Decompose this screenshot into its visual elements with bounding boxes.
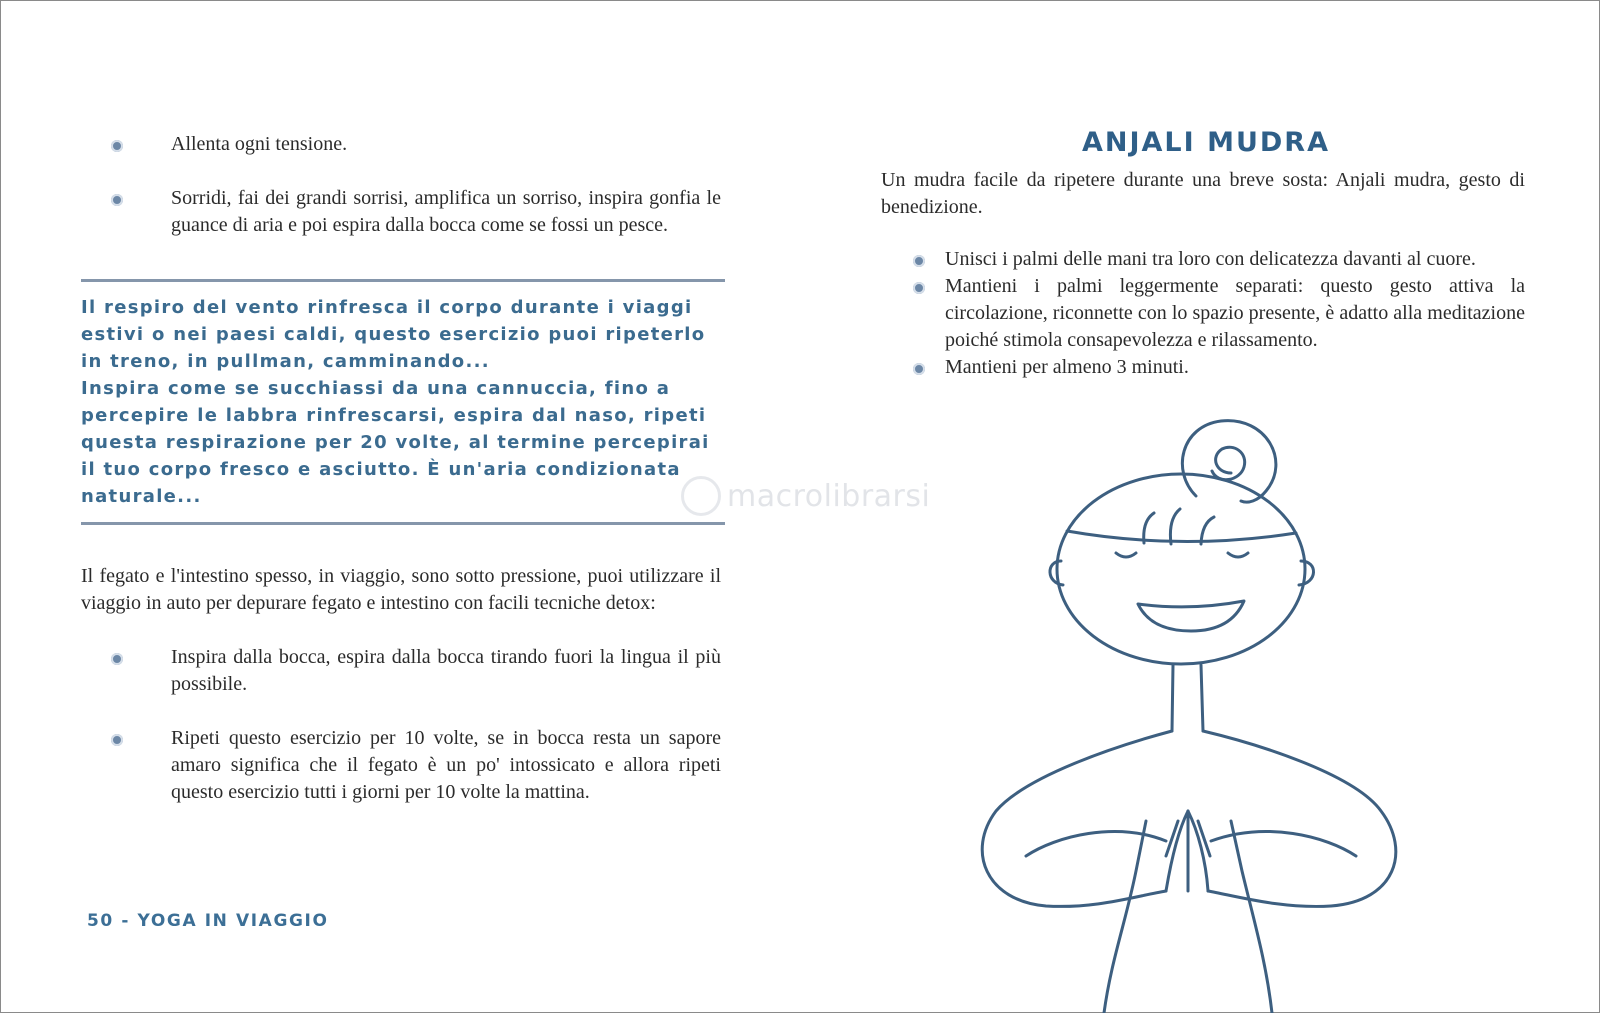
list-item-text: Mantieni per almeno 3 minuti. [945, 356, 1189, 378]
bullet-icon [913, 363, 925, 375]
list-item-text: Allenta ogni tensione. [171, 133, 348, 155]
section-title: ANJALI MUDRA [1082, 127, 1330, 158]
bullet-icon [111, 194, 123, 206]
list-item-text: Inspira dalla bocca, espira dalla bocca tirando fuori la lingua il più possibile. [171, 646, 721, 695]
watermark [681, 476, 930, 516]
list-item-text: Ripeti questo esercizio per 10 volte, se in bocca resta un sapore amaro significa che il fegato è un po' intossicato e allora ripeti questo esercizio tutti i giorni per 10 volte la mattina. [171, 727, 721, 803]
bullet-icon [111, 653, 123, 665]
list-item [111, 185, 721, 239]
intro-paragraph: Un mudra facile da ripetere durante una breve sosta: Anjali mudra, gesto di benedizione. [881, 169, 1525, 218]
page-footer: 50 - YOGA IN VIAGGIO [87, 911, 329, 931]
highlight-box [81, 279, 725, 525]
bullet-list-right [913, 246, 1525, 381]
highlight-text-1: Il respiro del vento rinfresca il corpo durante i viaggi estivi o nei paesi caldi, questo esercizio puoi ripeterlo in treno, in pullman, camminando... [81, 297, 706, 372]
list-item-text: Sorridi, fai dei grandi sorrisi, amplifica un sorriso, inspira gonfia le guance di aria e poi espira dalla bocca come se fossi un pesce. [171, 187, 721, 236]
watermark-logo-icon [681, 476, 721, 516]
list-item [111, 644, 721, 698]
list-item [913, 273, 1525, 354]
watermark-text: macrolibrarsi [727, 478, 931, 514]
bullet-icon [111, 140, 123, 152]
list-item-text: Mantieni i palmi leggermente separati: questo gesto attiva la circolazione, riconnette con lo spazio presente, è adatto alla meditazione poiché stimola consapevolezza e rilassamento. [945, 275, 1525, 351]
highlight-text-2: Inspira come se succhiassi da una cannuccia, fino a percepire le labbra rinfrescarsi, espira dal naso, ripeti questa respirazione per 20 volte, al termine percepirai il tuo corpo fresco e asciutto. È un'aria condizionata naturale... [81, 378, 710, 507]
list-item [913, 354, 1525, 381]
list-item [111, 131, 721, 158]
bullet-list-top [111, 131, 721, 239]
bullet-icon [913, 282, 925, 294]
person-anjali-mudra-icon [966, 401, 1446, 1013]
bullet-icon [111, 734, 123, 746]
bullet-icon [913, 255, 925, 267]
list-item [111, 725, 721, 806]
list-item-text: Unisci i palmi delle mani tra loro con delicatezza davanti al cuore. [945, 248, 1476, 270]
list-item [913, 246, 1525, 273]
bullet-list-bottom [111, 644, 721, 806]
body-paragraph: Il fegato e l'intestino spesso, in viaggio, sono sotto pressione, puoi utilizzare il viaggio in auto per depurare fegato e intestino con facili tecniche detox: [81, 565, 721, 614]
